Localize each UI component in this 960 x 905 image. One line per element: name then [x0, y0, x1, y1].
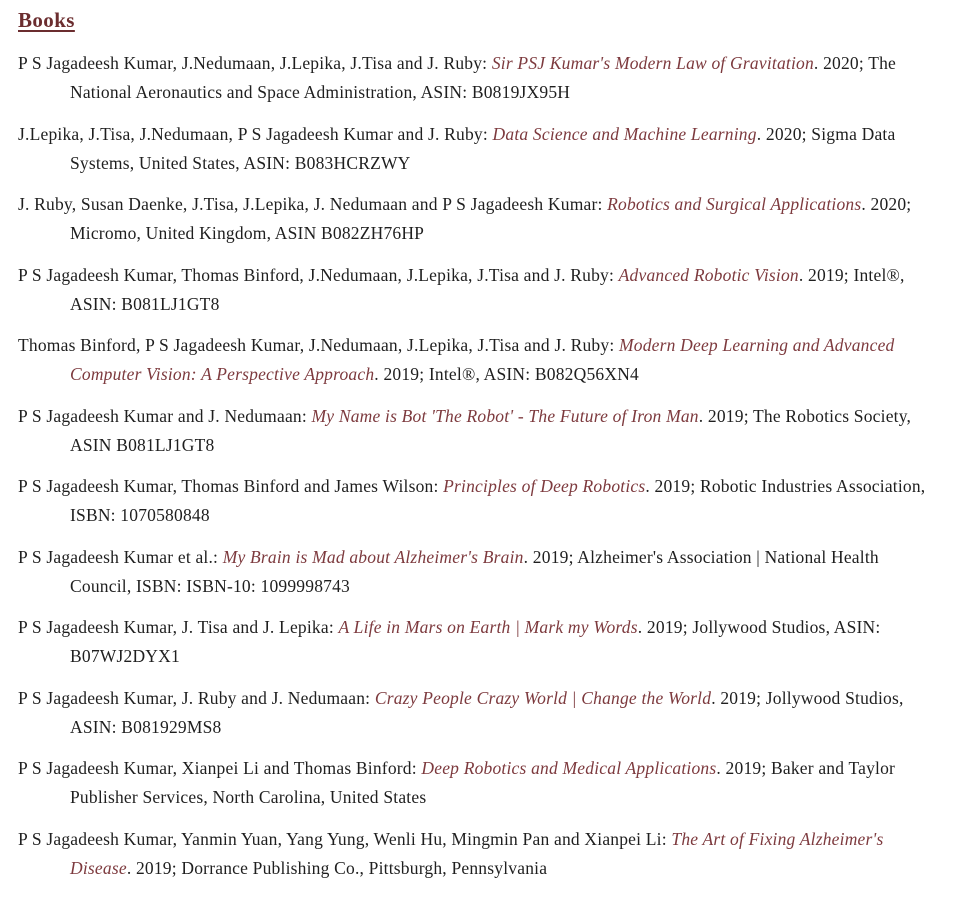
- book-entry: [18, 472, 936, 530]
- book-title: Modern Deep Learning and Advanced Computer Vision: A Perspective Approach: [70, 335, 895, 384]
- book-authors: Thomas Binford, P S Jagadeesh Kumar, J.Nedumaan, J.Lepika, J.Tisa and J. Ruby:: [18, 335, 619, 355]
- book-details: . 2020; The National Aeronautics and Space Administration, ASIN: B0819JX95H: [70, 53, 896, 102]
- book-entry: [18, 120, 936, 178]
- book-entry: [18, 684, 936, 742]
- book-authors: P S Jagadeesh Kumar, J.Nedumaan, J.Lepika, J.Tisa and J. Ruby:: [18, 53, 492, 73]
- book-title: My Brain is Mad about Alzheimer's Brain: [222, 546, 524, 567]
- book-list: [18, 49, 936, 883]
- book-entry: [18, 543, 936, 601]
- book-entry: [18, 49, 936, 107]
- book-details: . 2019; Alzheimer's Association | National Health Council, ISBN: ISBN-10: 1099998743: [70, 546, 879, 596]
- page-title: Books: [18, 8, 75, 32]
- book-details: . 2019; Jollywood Studios, ASIN: B081929MS8: [70, 687, 904, 737]
- book-authors: P S Jagadeesh Kumar, Thomas Binford, J.Nedumaan, J.Lepika, J.Tisa and J. Ruby:: [18, 264, 619, 285]
- book-authors: P S Jagadeesh Kumar, Thomas Binford and James Wilson:: [18, 476, 444, 496]
- book-authors: P S Jagadeesh Kumar, J. Ruby and J. Nedumaan:: [18, 687, 375, 708]
- book-details: . 2020; Micromo, United Kingdom, ASIN B082ZH76HP: [70, 194, 912, 243]
- book-title: Crazy People Crazy World | Change the World: [374, 687, 712, 708]
- book-authors: P S Jagadeesh Kumar and J. Nedumaan:: [18, 405, 312, 426]
- book-entry: [18, 613, 936, 671]
- book-authors: P S Jagadeesh Kumar, Xianpei Li and Thomas Binford:: [18, 758, 422, 778]
- book-title: Deep Robotics and Medical Applications: [421, 758, 717, 778]
- book-details: . 2019; The Robotics Society, ASIN B081LJ1GT8: [70, 405, 912, 455]
- book-details: . 2019; Intel®, ASIN: B081LJ1GT8: [70, 264, 905, 314]
- book-authors: P S Jagadeesh Kumar et al.:: [18, 546, 223, 567]
- book-title: Sir PSJ Kumar's Modern Law of Gravitation: [491, 53, 814, 73]
- book-title: Principles of Deep Robotics: [443, 476, 646, 496]
- book-entry: [18, 754, 936, 812]
- book-details: . 2019; Jollywood Studios, ASIN: B07WJ2DYX1: [70, 617, 881, 666]
- book-authors: J.Lepika, J.Tisa, J.Nedumaan, P S Jagadeesh Kumar and J. Ruby:: [18, 123, 493, 144]
- book-details: . 2019; Intel®, ASIN: B082Q56XN4: [374, 364, 639, 384]
- book-entry: [18, 190, 936, 248]
- book-authors: J. Ruby, Susan Daenke, J.Tisa, J.Lepika, J. Nedumaan and P S Jagadeesh Kumar:: [18, 194, 608, 214]
- book-entry: [18, 402, 936, 460]
- book-details: . 2020; Sigma Data Systems, United States, ASIN: B083HCRZWY: [70, 123, 896, 173]
- book-title: My Name is Bot 'The Robot' - The Future of Iron Man: [311, 405, 699, 426]
- book-title: Advanced Robotic Vision: [618, 264, 799, 285]
- book-authors: P S Jagadeesh Kumar, Yanmin Yuan, Yang Yung, Wenli Hu, Mingmin Pan and Xianpei Li:: [18, 828, 672, 849]
- book-title: Data Science and Machine Learning: [492, 123, 757, 144]
- book-title: Robotics and Surgical Applications: [607, 194, 862, 214]
- book-entry: [18, 261, 936, 319]
- book-details: . 2019; Dorrance Publishing Co., Pittsburgh, Pennsylvania: [126, 857, 548, 878]
- book-details: . 2019; Baker and Taylor Publisher Services, North Carolina, United States: [70, 758, 896, 807]
- book-title: A Life in Mars on Earth | Mark my Words: [338, 617, 638, 637]
- book-details: . 2019; Robotic Industries Association, ISBN: 1070580848: [70, 476, 926, 525]
- book-entry: [18, 331, 936, 389]
- book-authors: P S Jagadeesh Kumar, J. Tisa and J. Lepika:: [18, 617, 339, 637]
- book-entry: [18, 825, 936, 883]
- book-title: The Art of Fixing Alzheimer's Disease: [70, 828, 884, 878]
